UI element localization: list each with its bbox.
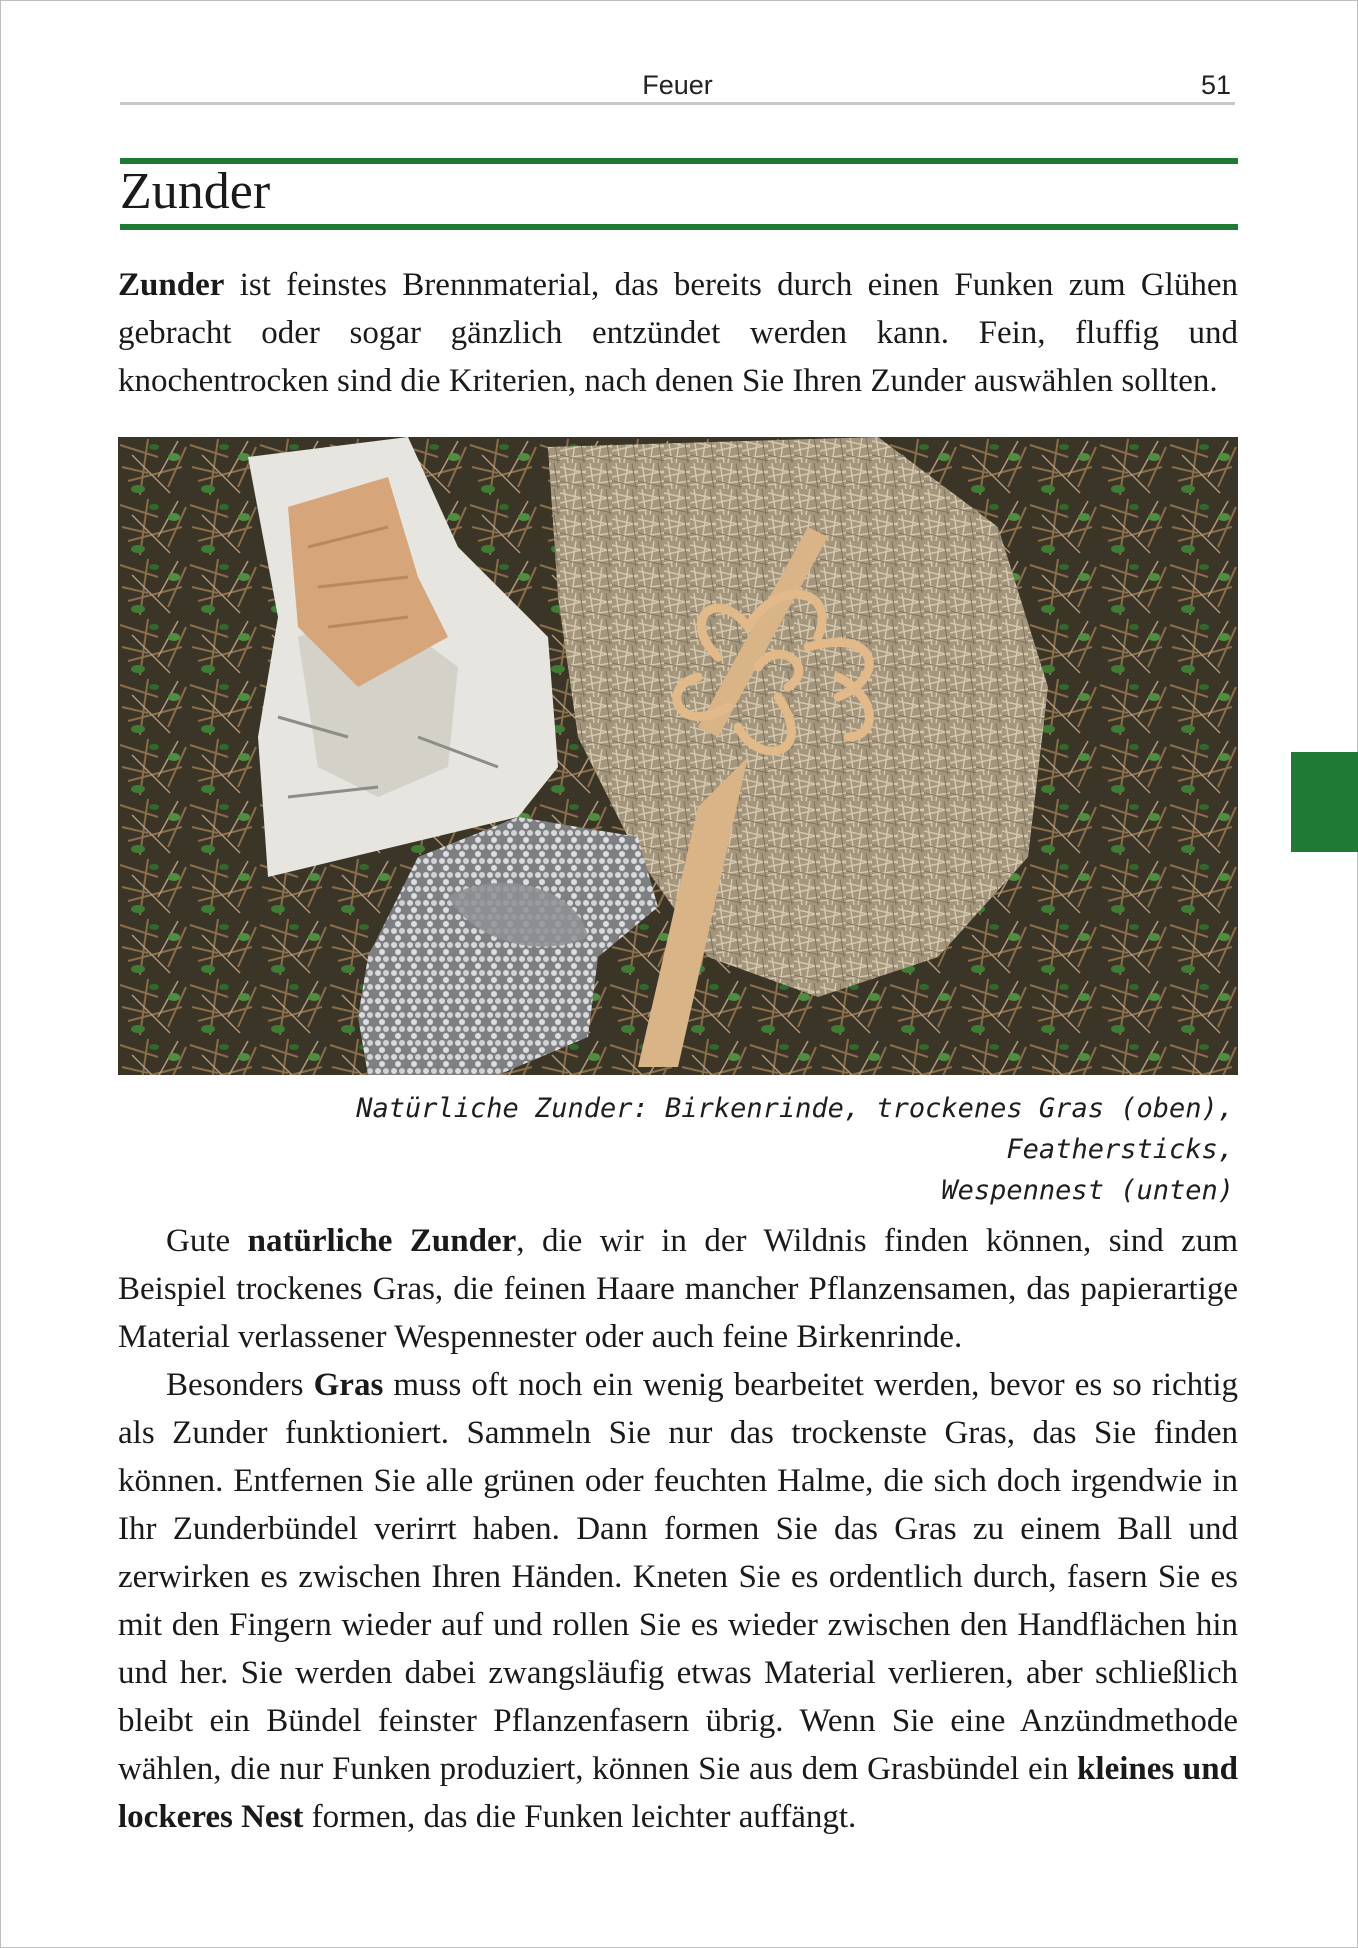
tinder-photo: [118, 437, 1238, 1075]
header-rule: [120, 102, 1235, 105]
p1-text-a: Gute: [166, 1223, 248, 1259]
chapter-title: Zunder: [120, 163, 271, 220]
title-rule-top: [120, 158, 1238, 164]
caption-line-2: Wespennest (unten): [941, 1175, 1234, 1206]
p2-text-a: Besonders: [166, 1367, 314, 1403]
intro-text: ist feinstes Brennmaterial, das bereits durch einen Funken zum Glühen gebracht oder sogar gänzlich entzündet werden kann. Fein, fluffig und knochentrocken sind die Kriterien, nach denen Sie Ihren Zunder auswählen sollten.: [118, 267, 1238, 399]
chapter-thumb-tab: [1291, 752, 1358, 852]
p1-term: natürliche Zunder: [247, 1223, 517, 1259]
intro-paragraph: [118, 261, 1238, 405]
caption-line-1: Natürliche Zunder: Birkenrinde, trockenes Gras (oben), Feathersticks,: [356, 1093, 1234, 1165]
body-paragraph-1: [118, 1217, 1238, 1361]
intro-term: Zunder: [118, 267, 225, 303]
figure-caption: [134, 1088, 1234, 1211]
running-head: [120, 68, 1235, 104]
p2-term-nest: kleines und lockeres Nest: [118, 1751, 1238, 1835]
title-rule-bottom: [120, 224, 1238, 230]
p2-term: Gras: [313, 1367, 384, 1403]
p1-text-b: , die wir in der Wildnis finden können, sind zum Beispiel trockenes Gras, die feinen Haare mancher Pflanzensamen, das papierartige Material verlassener Wespennester oder auch feine Birkenrinde.: [118, 1223, 1238, 1355]
body-paragraph-2: [118, 1361, 1238, 1841]
page-number: 51: [1200, 70, 1231, 100]
running-head-section: Feuer: [642, 70, 713, 100]
p2-text-c: formen, das die Funken leichter auffängt.: [303, 1799, 857, 1835]
p2-text-b: muss oft noch ein wenig bearbeitet werden, bevor es so richtig als Zunder funktioniert. Sammeln Sie nur das trockenste Gras, das Sie finden können. Entfernen Sie alle grünen oder feuchten Halme, die sich doch irgendwie in Ihr Zunderbündel verirrt haben. Dann formen Sie das Gras zu einem Ball und zerwirken es zwischen Ihren Händen. Kneten Sie es ordentlich durch, fasern Sie es mit den Fingern wieder auf und rollen Sie es wieder zwischen den Handflächen hin und her. Sie werden dabei zwangsläufig etwas Material verlieren, aber schließlich bleibt ein Bündel feinster Pflanzenfasern übrig. Wenn Sie eine Anzündmethode wählen, die nur Funken produziert, können Sie aus dem Grasbündel ein: [118, 1367, 1238, 1787]
